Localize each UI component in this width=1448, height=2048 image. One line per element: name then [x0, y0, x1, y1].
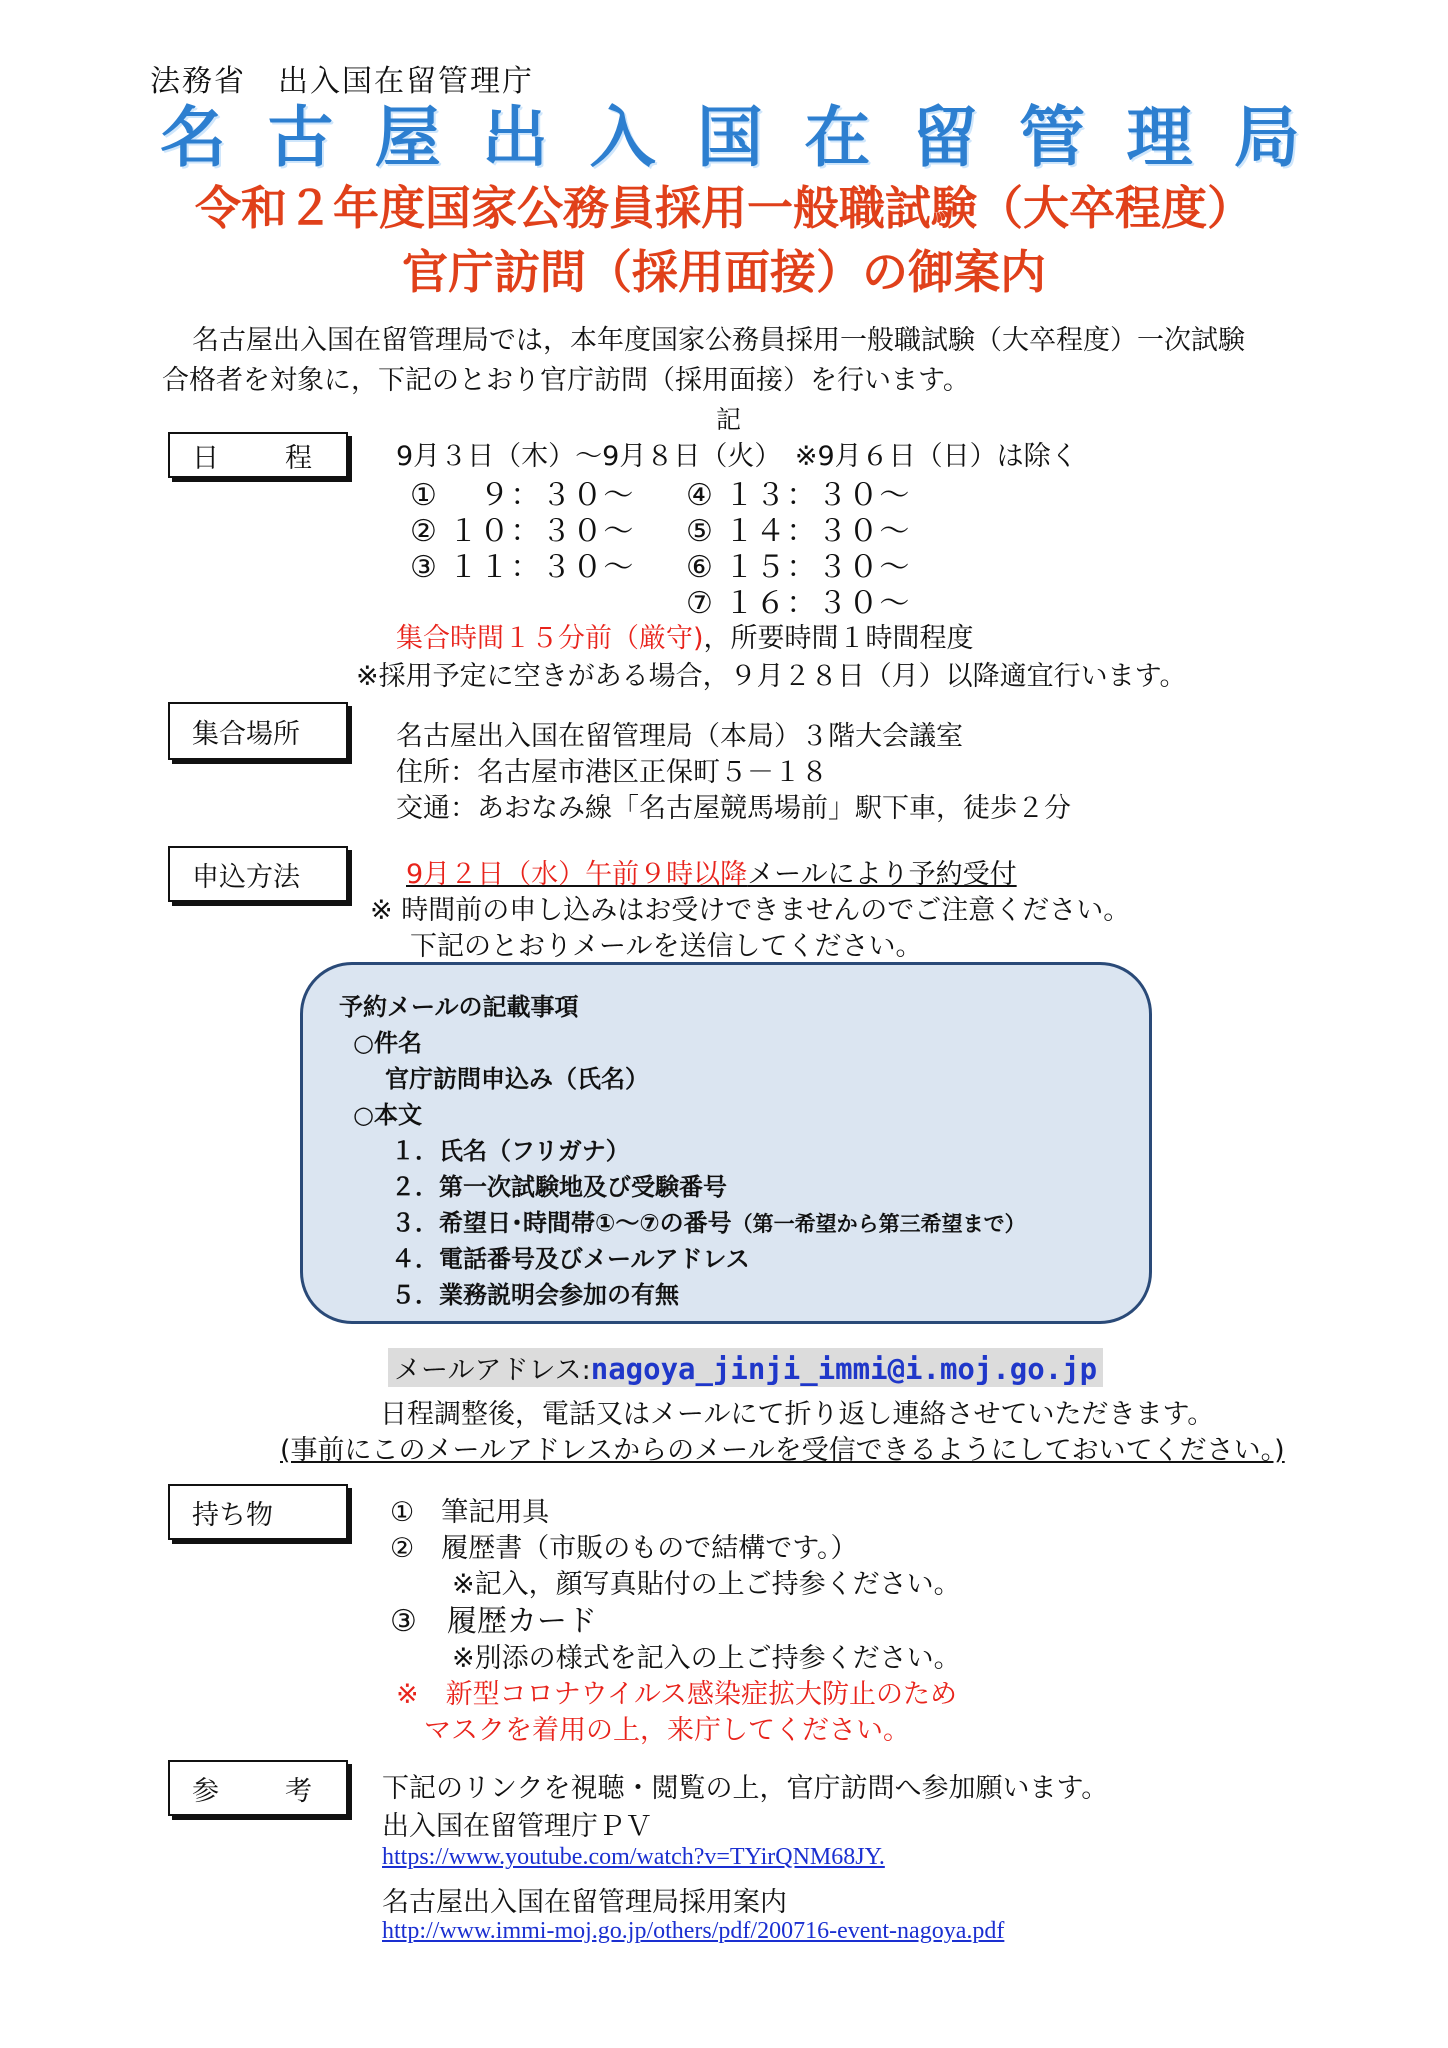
- mail-body-item-text: ３．希望日･時間帯①～⑦の番号: [391, 1209, 732, 1237]
- intro-line-1: 名古屋出入国在留管理局では，本年度国家公務員採用一般職試験（大卒程度）一次試験: [192, 325, 1245, 356]
- time-slot: ② １０：３０～: [410, 514, 635, 549]
- bureau-char: 国: [696, 99, 763, 176]
- recruit-pdf-link[interactable]: http://www.immi-moj.go.jp/others/pdf/200716-event-nagoya.pdf: [382, 1918, 1005, 1944]
- covid-notice: ※ 新型コロナウイルス感染症拡大防止のため: [396, 1679, 958, 1710]
- bureau-char: 留: [911, 99, 978, 176]
- apply-label: 申込方法: [168, 846, 348, 902]
- reference-label: [168, 1760, 348, 1816]
- belonging-item: ② 履歴書（市販のもので結構です。）: [390, 1533, 858, 1564]
- mail-body-item: [391, 1203, 1026, 1238]
- schedule-note: ※採用予定に空きがある場合，９月２８日（月）以降適宜行います。: [356, 661, 1187, 692]
- time-slot: ⑦ １６：３０～: [686, 586, 911, 621]
- bureau-char: 理: [1126, 99, 1193, 176]
- time-slot: ④ １３：３０～: [686, 478, 911, 513]
- schedule-label: [168, 432, 348, 478]
- bureau-char: 出: [482, 99, 549, 176]
- time-slot: ⑤ １４：３０～: [686, 514, 911, 549]
- email-notice: (事前にこのメールアドレスからのメールを受信できるようにしておいてください。): [280, 1435, 1285, 1466]
- ministry-name: 法務省 出入国在留管理庁: [150, 64, 534, 99]
- mail-body-item-note: （第一希望から第三希望まで）: [731, 1212, 1026, 1236]
- mail-body-label: ○本文: [353, 1101, 422, 1129]
- apply-method: メールにより予約受付: [747, 859, 1017, 890]
- place-address: 住所：名古屋市港区正保町５－１８: [396, 757, 828, 788]
- mail-body-item: ２．第一次試験地及び受験番号: [391, 1173, 727, 1201]
- apply-instruction: 下記のとおりメールを送信してください。: [410, 931, 923, 962]
- mail-contents-box: [300, 962, 1152, 1324]
- gather-time: [396, 616, 974, 655]
- apply-start-time: 9月２日（水）午前９時以降: [406, 859, 748, 890]
- place-access: 交通：あおなみ線「名古屋競馬場前」駅下車，徒歩２分: [396, 793, 1071, 824]
- youtube-link[interactable]: https://www.youtube.com/watch?v=TYirQNM68JY.: [382, 1844, 885, 1870]
- time-slot: ⑥ １５：３０～: [686, 550, 911, 585]
- place-label: 集合場所: [168, 702, 348, 760]
- bureau-char: 古: [267, 99, 334, 176]
- apply-reception: [406, 852, 1017, 891]
- bureau-char: 名: [160, 99, 226, 176]
- mail-subject-value: 官庁訪問申込み（氏名）: [385, 1065, 649, 1093]
- email-address[interactable]: nagoya_jinji_immi@i.moj.go.jp: [590, 1352, 1098, 1386]
- mail-body-item: ５．業務説明会参加の有無: [391, 1281, 679, 1309]
- reference-pv-title: 出入国在留管理庁ＰＶ: [382, 1811, 652, 1842]
- page-subtitle: 官庁訪問（採用面接）の御案内: [402, 245, 1046, 299]
- gather-time-duration: ，所要時間１時間程度: [703, 623, 974, 654]
- bureau-char: 管: [1019, 99, 1086, 176]
- bureau-char: 局: [1233, 99, 1300, 176]
- mail-body-item: １．氏名（フリガナ）: [391, 1137, 630, 1165]
- mail-body-item: ４．電話番号及びメールアドレス: [391, 1245, 750, 1273]
- bureau-char: 入: [589, 99, 656, 176]
- reference-label-left: 参: [192, 1775, 219, 1807]
- belonging-note: ※記入，顔写真貼付の上ご持参ください。: [452, 1569, 961, 1600]
- place-venue: 名古屋出入国在留管理局（本局）３階大会議室: [396, 721, 963, 752]
- schedule-label-left: 日: [192, 442, 219, 474]
- mail-box-heading: 予約メールの記載事項: [339, 993, 579, 1021]
- time-slot: ① ９：３０～: [410, 478, 635, 513]
- mail-subject-label: ○件名: [353, 1029, 422, 1057]
- ki-marker: 記: [716, 405, 742, 434]
- reference-recruit-title: 名古屋出入国在留管理局採用案内: [382, 1887, 787, 1918]
- email-followup: 日程調整後，電話又はメールにて折り返し連絡させていただきます。: [380, 1399, 1215, 1430]
- gather-time-strict: 集合時間１５分前（厳守): [396, 623, 704, 654]
- apply-caution: ※ 時間前の申し込みはお受けできませんのでご注意ください。: [370, 895, 1131, 926]
- schedule-label-right: 程: [285, 442, 312, 474]
- belonging-item: ③ 履歴カード: [390, 1604, 597, 1639]
- covid-notice: マスクを着用の上，来庁してください。: [424, 1715, 910, 1746]
- belonging-item: ① 筆記用具: [390, 1497, 550, 1528]
- bureau-title: [160, 100, 1300, 176]
- belongings-label: 持ち物: [168, 1484, 348, 1540]
- reference-intro: 下記のリンクを視聴・閲覧の上，官庁訪問へ参加願います。: [382, 1773, 1109, 1804]
- bureau-char: 屋: [374, 99, 441, 176]
- bureau-char: 在: [804, 99, 871, 176]
- time-slot: ③ １１：３０～: [410, 550, 635, 585]
- schedule-dates: 9月３日（木）～9月８日（火） ※9月６日（日）は除く: [396, 441, 1078, 472]
- email-line: [388, 1348, 1103, 1387]
- belonging-note: ※別添の様式を記入の上ご持参ください。: [452, 1643, 961, 1674]
- intro-line-2: 合格者を対象に，下記のとおり官庁訪問（採用面接）を行います。: [162, 365, 970, 396]
- page-title: 令和２年度国家公務員採用一般職試験（大卒程度）: [195, 181, 1253, 235]
- email-label: メールアドレス:: [394, 1355, 591, 1386]
- reference-label-right: 考: [285, 1775, 312, 1807]
